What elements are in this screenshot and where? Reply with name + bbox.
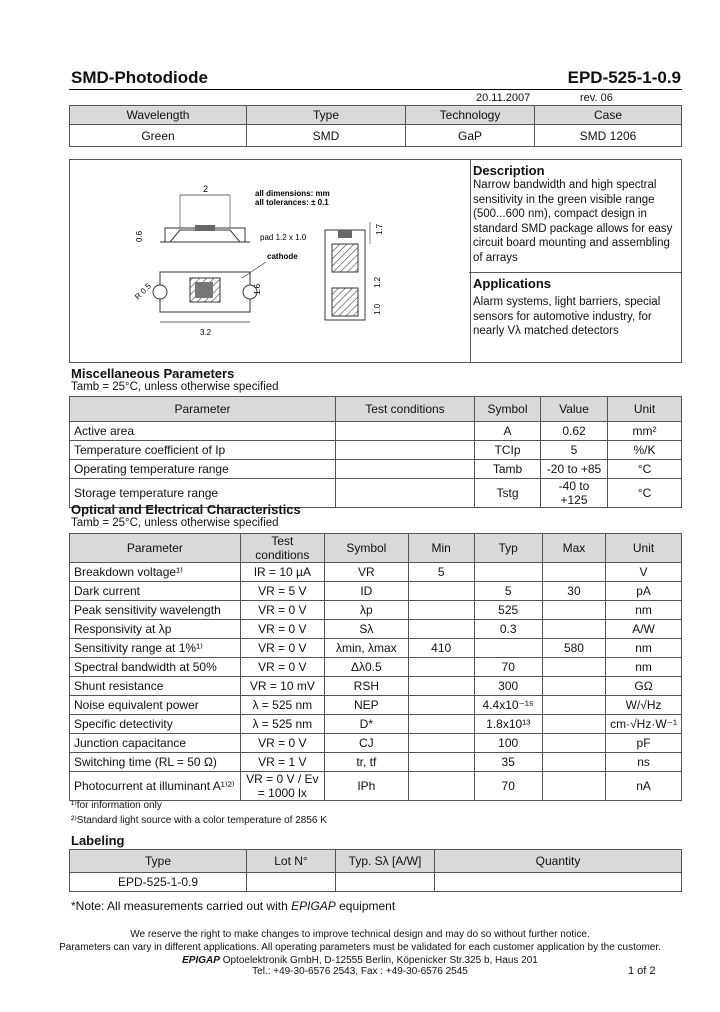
optical-cell: IPh [324, 772, 408, 801]
optical-cell [408, 696, 474, 715]
optical-cell: 70 [474, 772, 542, 801]
labeling-cell-type: EPD-525-1-0.9 [70, 873, 247, 892]
summary-table [69, 105, 682, 147]
dims-note-2: all tolerances: ± 0.1 [255, 198, 329, 207]
optical-cell [408, 582, 474, 601]
optical-cell [542, 715, 605, 734]
pad-label: pad 1.2 x 1.0 [260, 233, 307, 242]
optical-cell: Switching time (RL = 50 Ω) [70, 753, 241, 772]
optical-cell: λ = 525 nm [240, 715, 324, 734]
optical-cell [542, 677, 605, 696]
optical-cell: CJ [324, 734, 408, 753]
misc-cell: -40 to +125 [541, 479, 608, 508]
dim-1-6: 1.6 [253, 283, 262, 295]
optical-cell: 0.3 [474, 620, 542, 639]
footnote-2: ²⁾Standard light source with a color temperature of 2856 K [71, 815, 327, 826]
optical-cell: Sλ [324, 620, 408, 639]
labeling-cell-quantity [435, 873, 682, 892]
dim-0-6: 0.6 [135, 230, 144, 242]
labeling-cell-typ [336, 873, 435, 892]
optical-header-symbol: Symbol [324, 534, 408, 563]
summary-value-wavelength: Green [70, 125, 247, 147]
misc-cell: Tstg [475, 479, 541, 508]
optical-header-typ: Typ [474, 534, 542, 563]
labeling-header-lot: Lot N° [247, 850, 336, 873]
optical-cell: VR = 0 V / Ev = 1000 lx [240, 772, 324, 801]
optical-cell: A/W [606, 620, 682, 639]
dim-1-0: 1.0 [373, 303, 382, 315]
footer-brand: EPIGAP [182, 955, 220, 966]
optical-cell [408, 772, 474, 801]
summary-value-type: SMD [247, 125, 406, 147]
optical-cell: Breakdown voltage¹⁾ [70, 563, 241, 582]
document-revision: rev. 06 [580, 92, 613, 104]
summary-header-type: Type [247, 106, 406, 125]
optical-cell: 4.4x10⁻¹⁵ [474, 696, 542, 715]
dim-1-7: 1.7 [375, 223, 384, 235]
dims-note-1: all dimensions: mm [255, 189, 330, 198]
optical-cell: ID [324, 582, 408, 601]
optical-cell [542, 734, 605, 753]
optical-cell: 525 [474, 601, 542, 620]
misc-cell [336, 422, 475, 441]
labeling-title: Labeling [71, 833, 125, 848]
applications-text: Alarm systems, light barriers, special sensors for automotive industry, for nearly Vλ matched detectors [473, 296, 661, 337]
optical-cell: VR = 0 V [240, 658, 324, 677]
optical-cell: nm [606, 601, 682, 620]
optical-cell: pA [606, 582, 682, 601]
misc-cell: Active area [70, 422, 336, 441]
optical-cell: ns [606, 753, 682, 772]
optical-cell: 100 [474, 734, 542, 753]
description-text: Narrow bandwidth and high spectral sensitivity in the green visible range (500...600 nm), compact design in standard SMD package allows for easy circuit board mounting and assembling of arrays [473, 179, 673, 264]
optical-cell: Δλ0.5 [324, 658, 408, 677]
footer-contact: Tel.: +49-30-6576 2543, Fax : +49-30-6576 2545 [252, 966, 468, 977]
optical-cell [542, 696, 605, 715]
optical-cell: 580 [542, 639, 605, 658]
optical-cell [408, 734, 474, 753]
optical-cell: GΩ [606, 677, 682, 696]
optical-cell: 410 [408, 639, 474, 658]
optical-cell: NEP [324, 696, 408, 715]
optical-cell: Responsivity at λp [70, 620, 241, 639]
optical-cell: nA [606, 772, 682, 801]
optical-cell: VR = 0 V [240, 734, 324, 753]
header-rule [69, 89, 682, 90]
labeling-cell-lot [247, 873, 336, 892]
optical-cell: Peak sensitivity wavelength [70, 601, 241, 620]
misc-cell: 0.62 [541, 422, 608, 441]
footer-line-2: Parameters can vary in different applications. All operating parameters must be validated for each customer application by the customer. [59, 942, 661, 953]
optical-cell: 30 [542, 582, 605, 601]
optical-cell: IR = 10 µA [240, 563, 324, 582]
optical-cell: pF [606, 734, 682, 753]
misc-cell: °C [608, 460, 682, 479]
optical-cell [542, 772, 605, 801]
optical-cell: RSH [324, 677, 408, 696]
note-text-pre: *Note: All measurements carried out with [71, 899, 292, 913]
optical-cell [542, 601, 605, 620]
misc-header-unit: Unit [608, 397, 682, 422]
optical-cell: VR = 0 V [240, 620, 324, 639]
optical-cell: Noise equivalent power [70, 696, 241, 715]
table-row [70, 677, 682, 696]
optical-cell: VR [324, 563, 408, 582]
table-row [70, 601, 682, 620]
optical-cell: tr, tf [324, 753, 408, 772]
optical-condition: Tamb = 25°C, unless otherwise specified [71, 517, 279, 529]
misc-header-parameter: Parameter [70, 397, 336, 422]
misc-title: Miscellaneous Parameters [71, 366, 235, 381]
optical-cell: 35 [474, 753, 542, 772]
footer-address [0, 955, 720, 966]
misc-condition: Tamb = 25°C, unless otherwise specified [71, 381, 279, 393]
misc-cell: °C [608, 479, 682, 508]
optical-header-max: Max [542, 534, 605, 563]
footer-address-text: Optoelektronik GmbH, D-12555 Berlin, Köpenicker Str.325 b, Haus 201 [219, 955, 538, 966]
side-view [135, 184, 250, 242]
part-number-title: EPD-525-1-0.9 [567, 68, 681, 87]
optical-cell: VR = 1 V [240, 753, 324, 772]
misc-cell: 5 [541, 441, 608, 460]
optical-cell [408, 658, 474, 677]
labeling-header-type: Type [70, 850, 247, 873]
misc-cell: %/K [608, 441, 682, 460]
note-brand: EPIGAP [291, 899, 336, 913]
table-row [70, 658, 682, 677]
optical-cell: D* [324, 715, 408, 734]
optical-cell: VR = 0 V [240, 639, 324, 658]
summary-value-case: SMD 1206 [535, 125, 682, 147]
table-row [70, 582, 682, 601]
optical-cell: VR = 5 V [240, 582, 324, 601]
table-row [70, 734, 682, 753]
optical-cell [408, 753, 474, 772]
package-drawing [70, 160, 470, 362]
optical-cell: VR = 0 V [240, 601, 324, 620]
optical-cell: 1.8x10¹³ [474, 715, 542, 734]
page-number: 1 of 2 [628, 965, 656, 977]
misc-header-symbol: Symbol [475, 397, 541, 422]
optical-cell: W/√Hz [606, 696, 682, 715]
misc-header-value: Value [541, 397, 608, 422]
misc-cell: mm² [608, 422, 682, 441]
summary-header-wavelength: Wavelength [70, 106, 247, 125]
optical-table [69, 533, 682, 801]
optical-cell: Spectral bandwidth at 50% [70, 658, 241, 677]
misc-cell [336, 460, 475, 479]
optical-cell: 300 [474, 677, 542, 696]
optical-title: Optical and Electrical Characteristics [71, 502, 301, 517]
optical-cell: 5 [474, 582, 542, 601]
product-type-title: SMD-Photodiode [71, 68, 208, 87]
optical-cell: cm·√Hz·W⁻¹ [606, 715, 682, 734]
misc-cell: A [475, 422, 541, 441]
optical-cell: 5 [408, 563, 474, 582]
pad-layout [325, 222, 384, 320]
optical-header-min: Min [408, 534, 474, 563]
summary-header-technology: Technology [406, 106, 535, 125]
table-row [70, 441, 682, 460]
optical-header-unit: Unit [606, 534, 682, 563]
optical-cell [542, 658, 605, 677]
optical-cell [408, 677, 474, 696]
description-title: Description [473, 163, 545, 178]
optical-cell: nm [606, 639, 682, 658]
summary-value-technology: GaP [406, 125, 535, 147]
description-box [469, 159, 682, 363]
document-date: 20.11.2007 [476, 92, 531, 104]
table-row [70, 772, 682, 801]
optical-cell: Dark current [70, 582, 241, 601]
table-row [70, 696, 682, 715]
misc-cell: -20 to +85 [541, 460, 608, 479]
optical-cell: Specific detectivity [70, 715, 241, 734]
optical-cell [474, 563, 542, 582]
optical-cell: V [606, 563, 682, 582]
labeling-header-typ: Typ. Sλ [A/W] [336, 850, 435, 873]
misc-cell [336, 441, 475, 460]
table-row [70, 460, 682, 479]
dim-radius: R 0.5 [133, 281, 153, 302]
measurement-note [71, 899, 395, 913]
dim-3-2: 3.2 [200, 328, 212, 337]
optical-cell [542, 620, 605, 639]
optical-cell: Shunt resistance [70, 677, 241, 696]
misc-cell: Storage temperature range [70, 479, 336, 508]
optical-cell [408, 601, 474, 620]
optical-cell: nm [606, 658, 682, 677]
table-row [70, 639, 682, 658]
misc-table [69, 396, 682, 508]
misc-cell: Temperature coefficient of Ip [70, 441, 336, 460]
summary-header-case: Case [535, 106, 682, 125]
dim-2: 2 [203, 184, 209, 194]
table-row [70, 753, 682, 772]
optical-cell: λmin, λmax [324, 639, 408, 658]
cathode-label: cathode [267, 252, 298, 261]
table-row [70, 715, 682, 734]
misc-cell [336, 479, 475, 508]
misc-cell: Operating temperature range [70, 460, 336, 479]
misc-cell: TCIp [475, 441, 541, 460]
optical-cell [542, 563, 605, 582]
optical-cell: Photocurrent at illuminant A¹⁾²⁾ [70, 772, 241, 801]
table-row [70, 620, 682, 639]
misc-header-conditions: Test conditions [336, 397, 475, 422]
note-text-post: equipment [335, 899, 396, 913]
labeling-header-quantity: Quantity [435, 850, 682, 873]
applications-title: Applications [473, 276, 552, 291]
optical-cell: Sensitivity range at 1%¹⁾ [70, 639, 241, 658]
optical-cell: λp [324, 601, 408, 620]
top-view [133, 272, 262, 337]
table-row [70, 422, 682, 441]
table-row [70, 873, 682, 892]
drawing-box [69, 159, 471, 363]
footer-line-1: We reserve the right to make changes to improve technical design and may do so without further notice. [130, 929, 590, 940]
optical-header-conditions: Test conditions [240, 534, 324, 563]
optical-header-parameter: Parameter [70, 534, 241, 563]
optical-cell [408, 620, 474, 639]
optical-cell [474, 639, 542, 658]
dim-1-2: 1.2 [373, 276, 382, 288]
optical-cell: Junction capacitance [70, 734, 241, 753]
optical-cell: 70 [474, 658, 542, 677]
footnote-1: ¹⁾for information only [71, 800, 162, 811]
optical-cell: λ = 525 nm [240, 696, 324, 715]
optical-cell [408, 715, 474, 734]
optical-cell [542, 753, 605, 772]
optical-cell: VR = 10 mV [240, 677, 324, 696]
labeling-table [69, 849, 682, 892]
misc-cell: Tamb [475, 460, 541, 479]
table-row [70, 563, 682, 582]
